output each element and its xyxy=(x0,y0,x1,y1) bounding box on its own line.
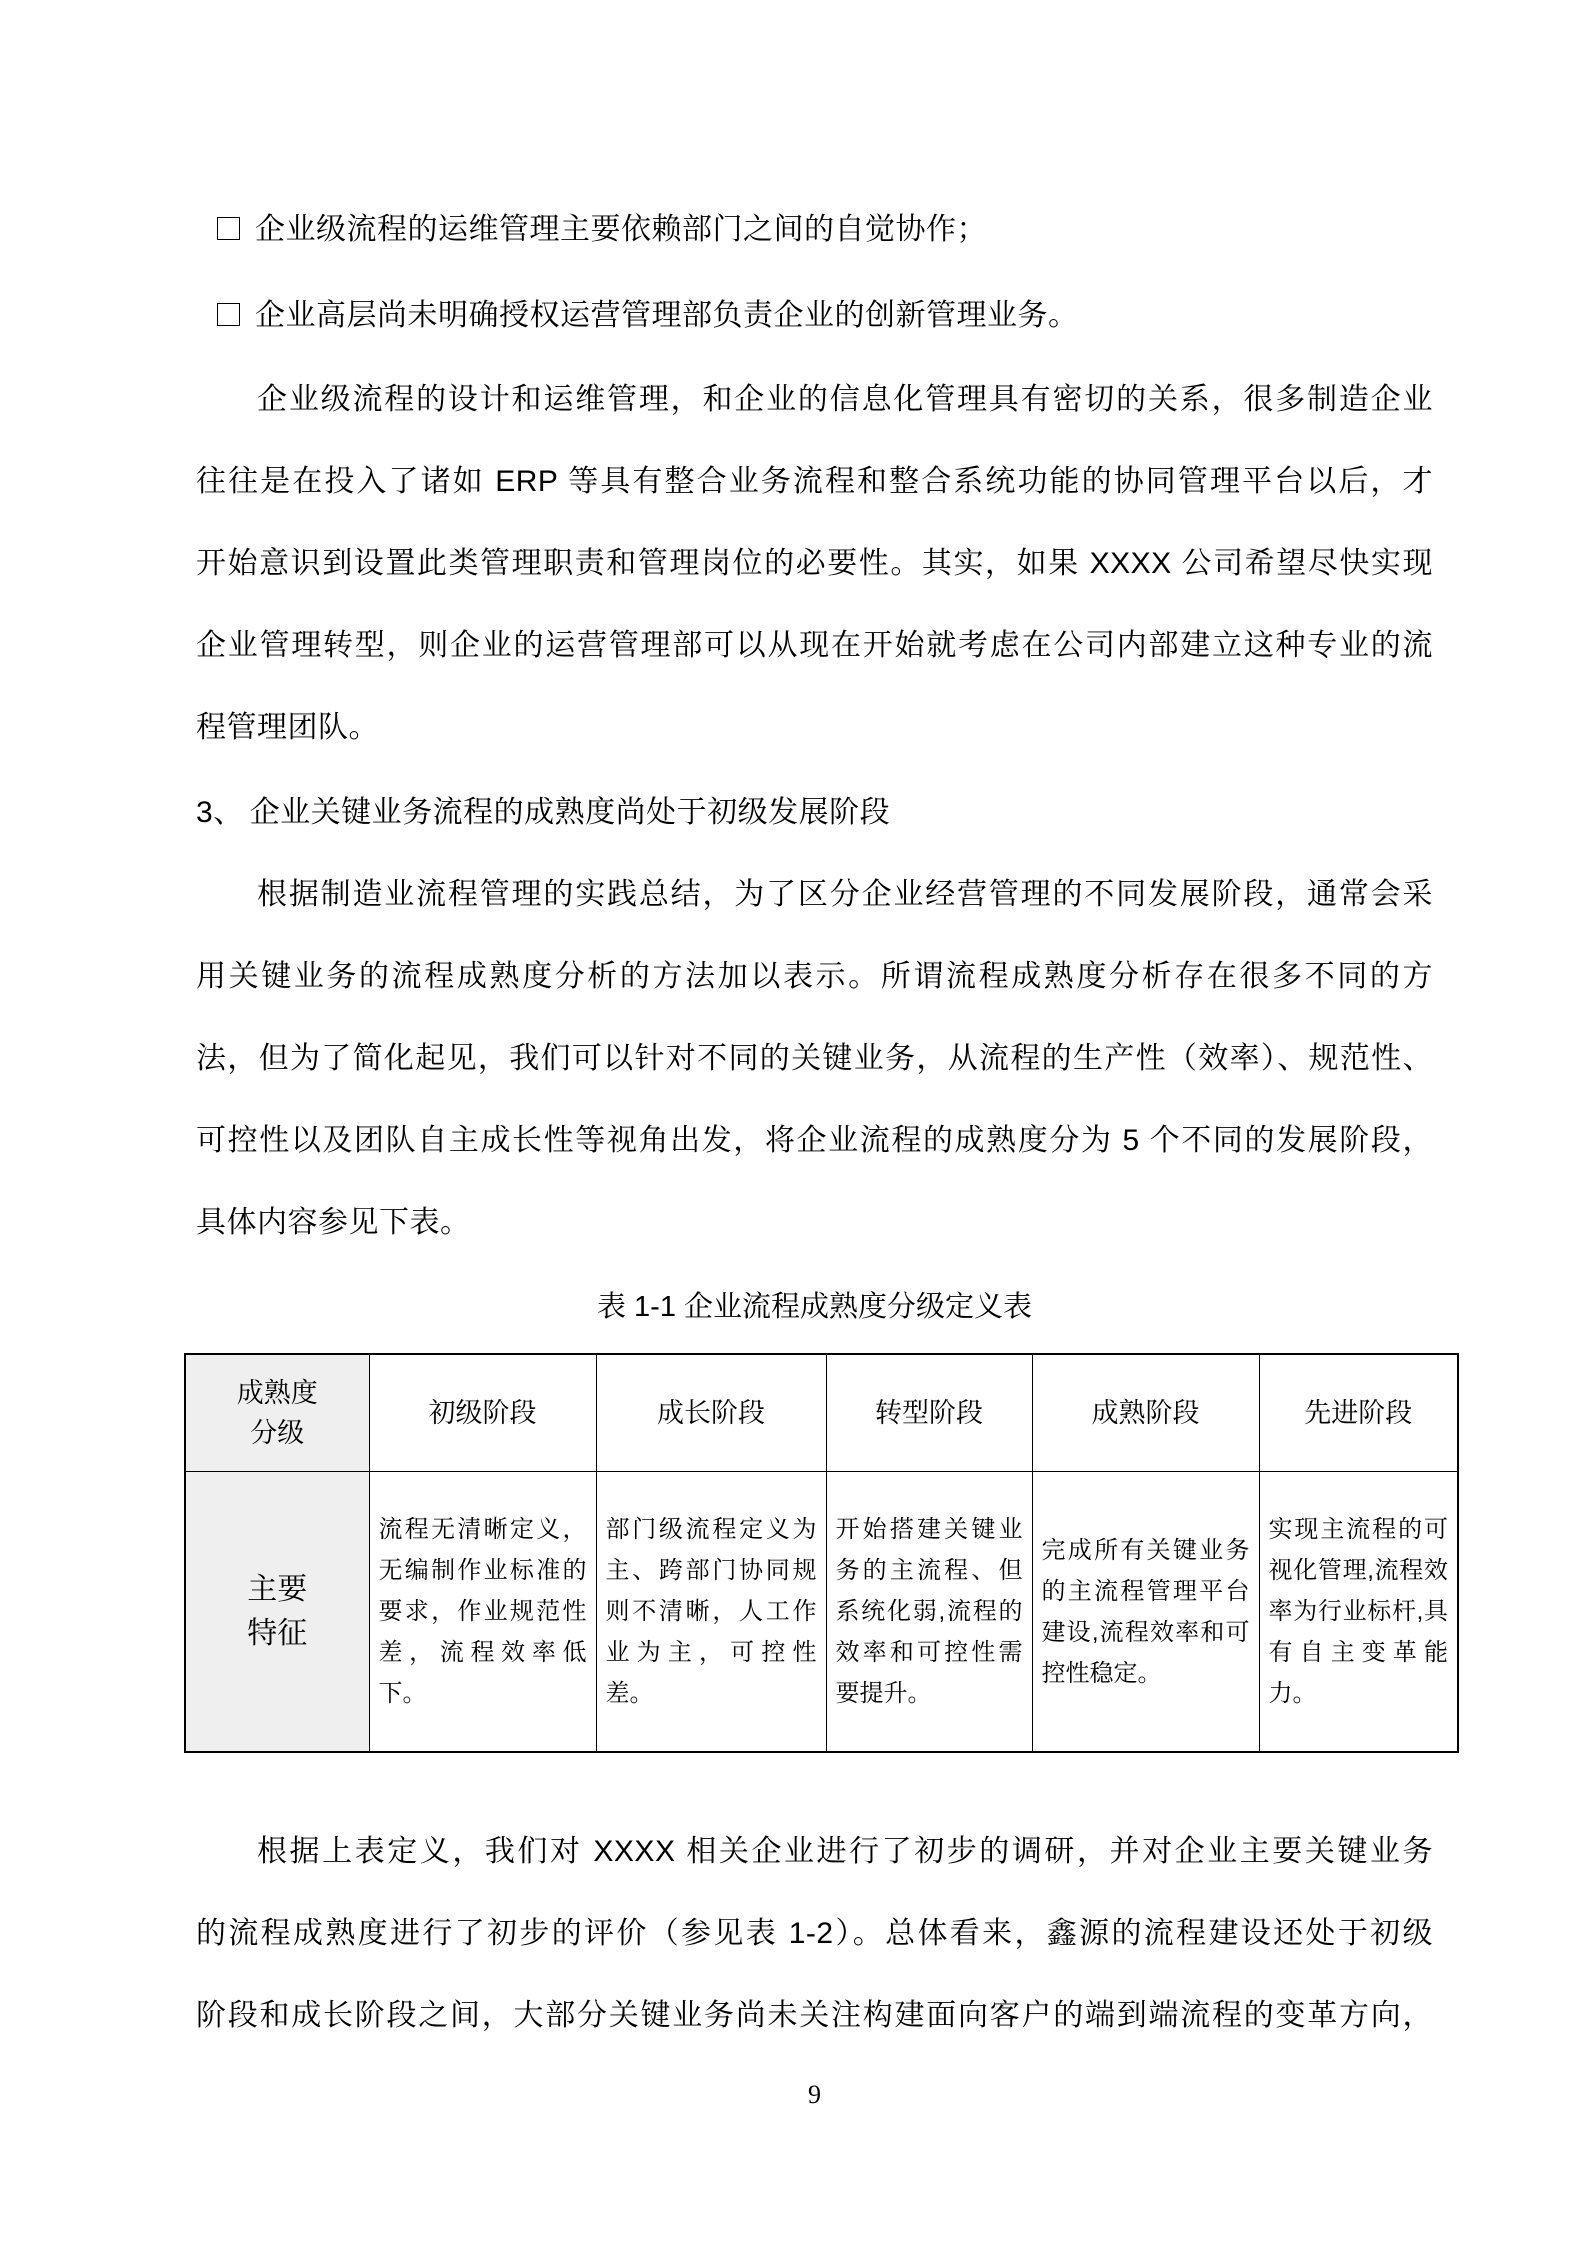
header-cell-stage: 成熟阶段 xyxy=(1032,1354,1259,1472)
header-cell-stage: 转型阶段 xyxy=(826,1354,1032,1472)
paragraph3-line: 根据上表定义，我们对 XXXX 相关企业进行了初步的调研，并对企业主要关键业务 xyxy=(257,1835,1433,1868)
header-cell-stage: 成长阶段 xyxy=(596,1354,826,1472)
header-cell-maturity-level: 成熟度分级 xyxy=(185,1354,369,1472)
table-header-row xyxy=(185,1354,1458,1472)
checkbox-icon xyxy=(217,217,240,240)
paragraph1-line: 往往是在投入了诸如 ERP 等具有整合业务流程和整合系统功能的协同管理平台以后，才 xyxy=(196,465,1433,498)
paragraph2-line: 可控性以及团队自主成长性等视角出发，将企业流程的成熟度分为 5 个不同的发展阶段， xyxy=(196,1124,1433,1157)
paragraph2-line: 根据制造业流程管理的实践总结，为了区分企业经营管理的不同发展阶段，通常会采 xyxy=(257,878,1433,911)
paragraph2-line: 法，但为了简化起见，我们可以针对不同的关键业务，从流程的生产性（效率）、规范性、 xyxy=(196,1042,1433,1075)
page-number: 9 xyxy=(808,2080,821,2109)
table-body-row xyxy=(185,1472,1458,1753)
bullet-text: 企业级流程的运维管理主要依赖部门之间的自觉协作； xyxy=(255,213,987,246)
heading-text: 企业关键业务流程的成熟度尚处于初级发展阶段 xyxy=(249,796,891,829)
header-cell-stage: 初级阶段 xyxy=(369,1354,596,1472)
paragraph1-line: 企业级流程的设计和运维管理，和企业的信息化管理具有密切的关系，很多制造企业 xyxy=(257,383,1433,416)
table-cell: 部门级流程定义为主、跨部门协同规则不清晰，人工作业为主，可控性差。 xyxy=(596,1472,826,1753)
maturity-table xyxy=(184,1353,1459,1753)
paragraph1-line: 程管理团队。 xyxy=(196,711,379,744)
paragraph3-line: 的流程成熟度进行了初步的评价（参见表 1-2）。总体看来，鑫源的流程建设还处于初级 xyxy=(196,1917,1433,1950)
checkbox-icon xyxy=(217,303,240,326)
section-heading xyxy=(196,791,1433,835)
row-label-cell: 主要特征 xyxy=(185,1472,369,1753)
paragraph1-line: 开始意识到设置此类管理职责和管理岗位的必要性。其实，如果 XXXX 公司希望尽快实现 xyxy=(196,547,1433,580)
bullet-item xyxy=(196,294,1079,338)
table-cell: 实现主流程的可视化管理,流程效率为行业标杆,具有自主变革能力。 xyxy=(1259,1472,1458,1753)
table-cell: 完成所有关键业务的主流程管理平台建设,流程效率和可控性稳定。 xyxy=(1032,1472,1259,1753)
heading-number: 3、 xyxy=(196,796,244,829)
table-caption: 表 1-1 企业流程成熟度分级定义表 xyxy=(596,1291,1033,1323)
paragraph2-line: 具体内容参见下表。 xyxy=(196,1206,471,1239)
header-cell-stage: 先进阶段 xyxy=(1259,1354,1458,1472)
bullet-item xyxy=(196,208,987,252)
table-cell: 流程无清晰定义，无编制作业标准的要求，作业规范性差，流程效率低下。 xyxy=(369,1472,596,1753)
paragraph2-line: 用关键业务的流程成熟度分析的方法加以表示。所谓流程成熟度分析存在很多不同的方 xyxy=(196,960,1433,993)
bullet-text: 企业高层尚未明确授权运营管理部负责企业的创新管理业务。 xyxy=(255,299,1079,332)
table-cell: 开始搭建关键业务的主流程、但系统化弱,流程的效率和可控性需要提升。 xyxy=(826,1472,1032,1753)
paragraph1-line: 企业管理转型，则企业的运营管理部可以从现在开始就考虑在公司内部建立这种专业的流 xyxy=(196,629,1433,662)
paragraph3-line: 阶段和成长阶段之间，大部分关键业务尚未关注构建面向客户的端到端流程的变革方向， xyxy=(196,1999,1433,2032)
